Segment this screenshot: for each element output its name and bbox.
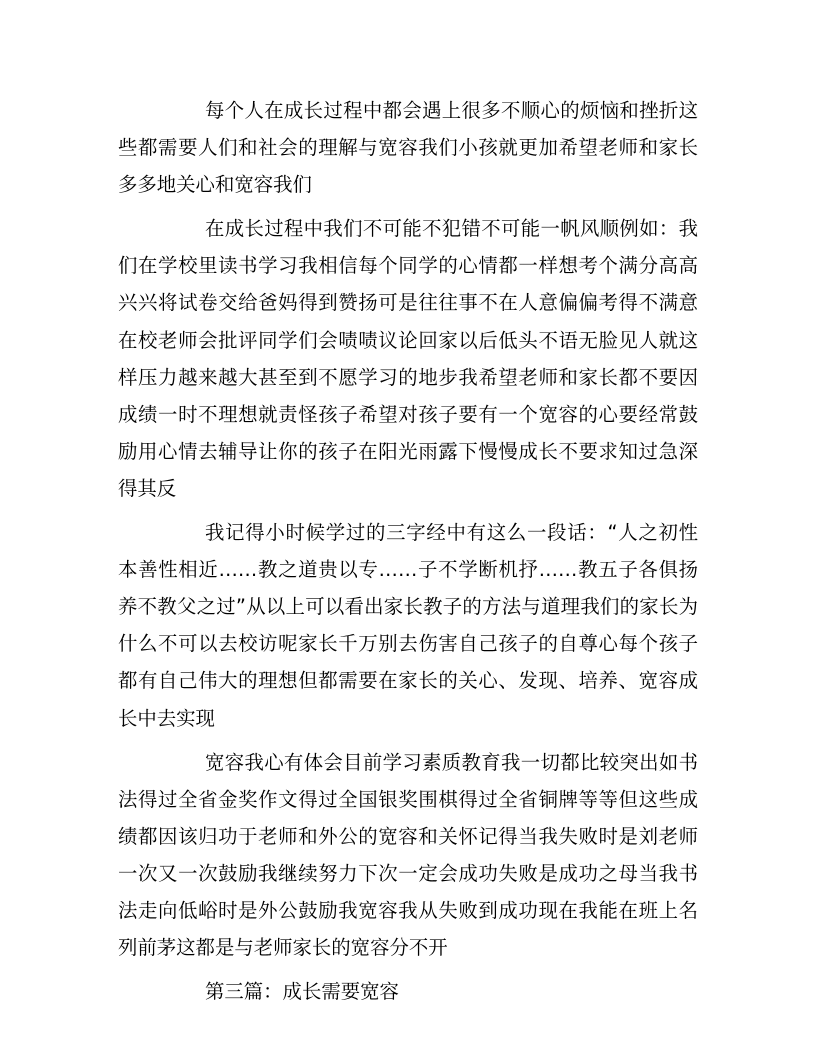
paragraph-1: 每个人在成长过程中都会遇上很多不顺心的烦恼和挫折这些都需要人们和社会的理解与宽容我们小孩就更加希望老师和家长多多地关心和宽容我们 [118, 99, 698, 197]
paragraph-3: 我记得小时候学过的三字经中有这么一段话：“人之初性本善性相近……教之道贵以专……子不学断机抒……教五子各俱扬养不教父之过”从以上可以看出家长教子的方法与道理我们的家长为什么不可以去校访呢家长千万别去伤害自己孩子的自尊心每个孩子都有自己伟大的理想但都需要在家长的关心、发现、培养、宽容成长中去实现 [118, 521, 698, 730]
document-page [118, 92, 698, 1010]
section-heading: 第三篇：成长需要宽容 [205, 980, 399, 1004]
paragraph-4: 宽容我心有体会目前学习素质教育我一切都比较突出如书法得过全省金奖作文得过全国银奖围棋得过全省铜牌等等但这些成绩都因该归功于老师和外公的宽容和关怀记得当我失败时是刘老师一次又一次鼓励我继续努力下次一定会成功失败是成功之母当我书法走向低峪时是外公鼓励我宽容我从失败到成功现在我能在班上名列前茅这都是与老师家长的宽容分不开 [118, 750, 698, 960]
paragraph-2: 在成长过程中我们不可能不犯错不可能一帆风顺例如：我们在学校里读书学习我相信每个同学的心情都一样想考个满分高高兴兴将试卷交给爸妈得到赞扬可是往往事不在人意偏偏考得不满意在校老师会批评同学们会啧啧议论回家以后低头不语无脸见人就这样压力越来越大甚至到不愿学习的地步我希望老师和家长都不要因成绩一时不理想就责怪孩子希望对孩子要有一个宽容的心要经常鼓励用心情去辅导让你的孩子在阳光雨露下慢慢成长不要求知过急深得其反 [118, 217, 698, 500]
